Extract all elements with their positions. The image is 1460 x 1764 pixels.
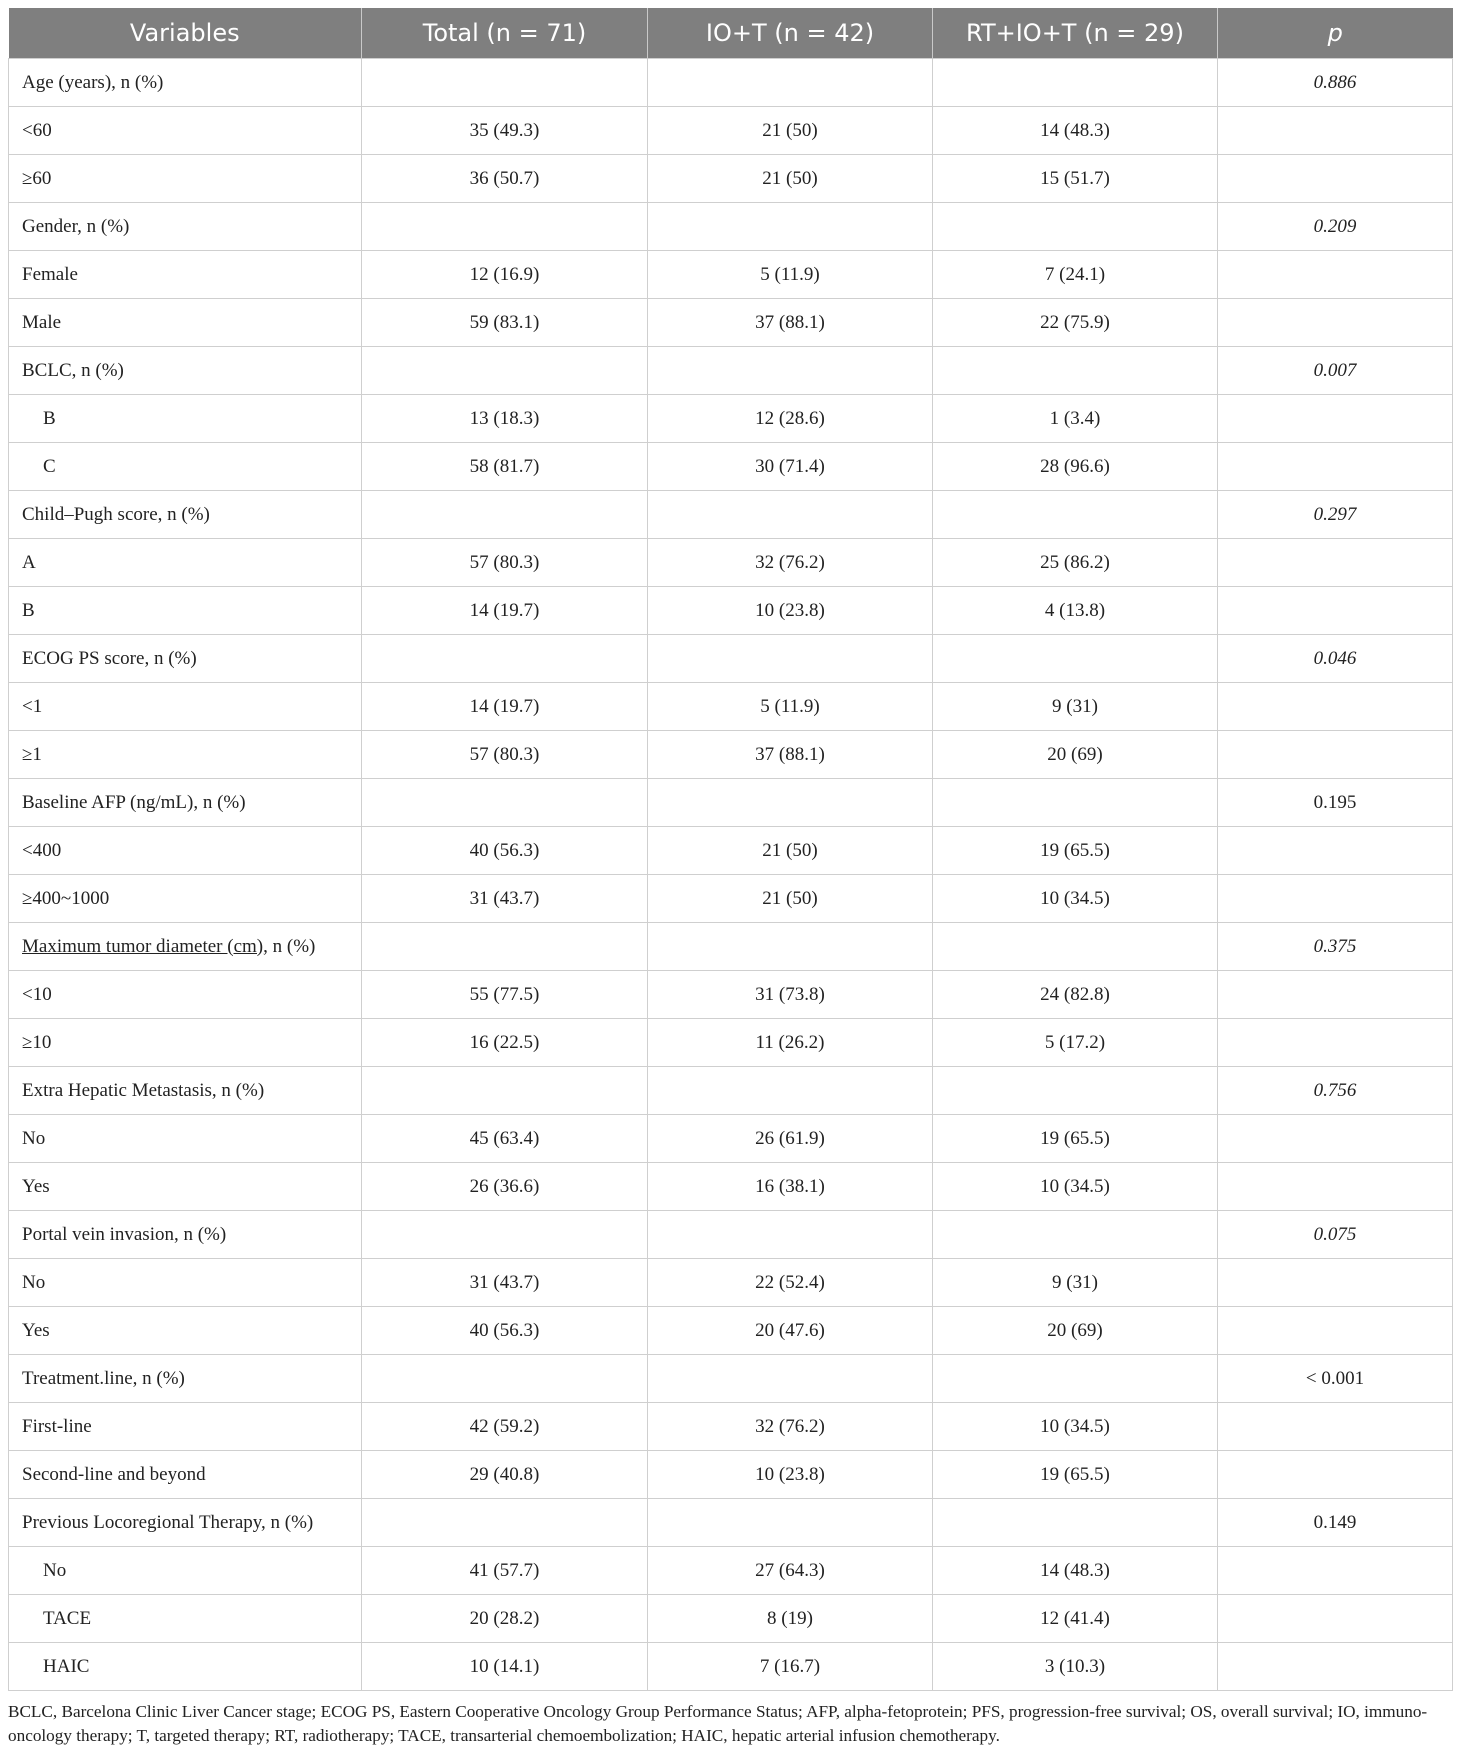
cell-p-value	[1218, 539, 1453, 587]
cell-io-t	[648, 347, 933, 395]
cell-rt-io-t: 22 (75.9)	[933, 299, 1218, 347]
cell-variable: <400	[9, 827, 362, 875]
cell-p-value	[1218, 587, 1453, 635]
cell-variable: Female	[9, 251, 362, 299]
table-row	[9, 491, 1453, 539]
cell-io-t: 31 (73.8)	[648, 971, 933, 1019]
cell-variable-underlined: Maximum tumor diameter (cm)	[22, 935, 264, 957]
cell-io-t	[648, 779, 933, 827]
cell-p-value	[1218, 1547, 1453, 1595]
cell-p-value	[1218, 1019, 1453, 1067]
cell-variable: Portal vein invasion, n (%)	[9, 1211, 362, 1259]
cell-variable: First-line	[9, 1403, 362, 1451]
cell-rt-io-t: 28 (96.6)	[933, 443, 1218, 491]
cell-io-t: 21 (50)	[648, 155, 933, 203]
cell-p-value: 0.297	[1218, 491, 1453, 539]
cell-p-value: 0.756	[1218, 1067, 1453, 1115]
table-row	[9, 635, 1453, 683]
table-row	[9, 1547, 1453, 1595]
cell-total	[362, 203, 648, 251]
cell-io-t: 21 (50)	[648, 875, 933, 923]
cell-io-t	[648, 1067, 933, 1115]
table-row	[9, 1019, 1453, 1067]
cell-io-t: 7 (16.7)	[648, 1643, 933, 1691]
cell-io-t: 37 (88.1)	[648, 731, 933, 779]
cell-p-value	[1218, 875, 1453, 923]
header-variables: Variables	[9, 8, 362, 59]
cell-io-t	[648, 203, 933, 251]
cell-p-value	[1218, 107, 1453, 155]
cell-rt-io-t: 20 (69)	[933, 731, 1218, 779]
cell-total	[362, 923, 648, 971]
cell-variable: Yes	[9, 1163, 362, 1211]
table-footnote: BCLC, Barcelona Clinic Liver Cancer stage; ECOG PS, Eastern Cooperative Oncology Group Performance Status; AFP, alpha-fetoprotein; PFS, progression-free survival; OS, overall survival; IO, immuno-oncology therapy; T, targeted therapy; RT, radiotherapy; TACE, transarterial chemoembolization; HAIC, hepatic arterial infusion chemotherapy.	[8, 1702, 1428, 1745]
cell-total	[362, 59, 648, 107]
cell-io-t: 20 (47.6)	[648, 1307, 933, 1355]
cell-variable: Age (years), n (%)	[9, 59, 362, 107]
cell-variable: A	[9, 539, 362, 587]
cell-io-t: 10 (23.8)	[648, 1451, 933, 1499]
cell-rt-io-t	[933, 347, 1218, 395]
cell-io-t: 11 (26.2)	[648, 1019, 933, 1067]
cell-variable: Yes	[9, 1307, 362, 1355]
baseline-characteristics-table-wrapper	[8, 8, 1452, 1691]
table-row	[9, 827, 1453, 875]
cell-variable: Baseline AFP (ng/mL), n (%)	[9, 779, 362, 827]
table-row	[9, 539, 1453, 587]
cell-p-value	[1218, 971, 1453, 1019]
cell-rt-io-t	[933, 779, 1218, 827]
table-row	[9, 1499, 1453, 1547]
table-row	[9, 1355, 1453, 1403]
cell-total: 57 (80.3)	[362, 539, 648, 587]
cell-total: 41 (57.7)	[362, 1547, 648, 1595]
cell-io-t: 32 (76.2)	[648, 1403, 933, 1451]
cell-total	[362, 347, 648, 395]
cell-io-t	[648, 1499, 933, 1547]
cell-rt-io-t	[933, 635, 1218, 683]
table-row	[9, 923, 1453, 971]
cell-variable	[9, 923, 362, 971]
cell-io-t: 22 (52.4)	[648, 1259, 933, 1307]
table-body	[9, 59, 1453, 1691]
cell-total: 35 (49.3)	[362, 107, 648, 155]
cell-rt-io-t: 3 (10.3)	[933, 1643, 1218, 1691]
cell-io-t: 26 (61.9)	[648, 1115, 933, 1163]
cell-total: 58 (81.7)	[362, 443, 648, 491]
cell-p-value	[1218, 1259, 1453, 1307]
header-rt-io-t: RT+IO+T (n = 29)	[933, 8, 1218, 59]
cell-total	[362, 1499, 648, 1547]
cell-p-value	[1218, 1307, 1453, 1355]
header-p-value: p	[1218, 8, 1453, 59]
table-row	[9, 683, 1453, 731]
cell-io-t: 5 (11.9)	[648, 251, 933, 299]
cell-io-t: 27 (64.3)	[648, 1547, 933, 1595]
cell-total: 20 (28.2)	[362, 1595, 648, 1643]
cell-rt-io-t: 10 (34.5)	[933, 1403, 1218, 1451]
cell-rt-io-t: 15 (51.7)	[933, 155, 1218, 203]
cell-variable: BCLC, n (%)	[9, 347, 362, 395]
cell-p-value	[1218, 1115, 1453, 1163]
cell-rt-io-t: 12 (41.4)	[933, 1595, 1218, 1643]
cell-total: 40 (56.3)	[362, 827, 648, 875]
cell-rt-io-t	[933, 1355, 1218, 1403]
cell-variable: Extra Hepatic Metastasis, n (%)	[9, 1067, 362, 1115]
cell-p-value	[1218, 251, 1453, 299]
cell-io-t: 30 (71.4)	[648, 443, 933, 491]
cell-p-value	[1218, 1403, 1453, 1451]
cell-variable: C	[9, 443, 362, 491]
cell-total: 42 (59.2)	[362, 1403, 648, 1451]
table-row	[9, 443, 1453, 491]
table-row	[9, 1403, 1453, 1451]
cell-variable: Second-line and beyond	[9, 1451, 362, 1499]
table-row	[9, 1451, 1453, 1499]
cell-rt-io-t: 14 (48.3)	[933, 107, 1218, 155]
cell-io-t	[648, 635, 933, 683]
cell-p-value: 0.209	[1218, 203, 1453, 251]
cell-variable: B	[9, 395, 362, 443]
cell-total	[362, 779, 648, 827]
table-row	[9, 1307, 1453, 1355]
cell-rt-io-t	[933, 59, 1218, 107]
cell-rt-io-t	[933, 1499, 1218, 1547]
cell-total: 14 (19.7)	[362, 587, 648, 635]
cell-variable: No	[9, 1115, 362, 1163]
cell-rt-io-t	[933, 1211, 1218, 1259]
cell-rt-io-t: 19 (65.5)	[933, 1115, 1218, 1163]
table-row	[9, 251, 1453, 299]
cell-p-value: 0.075	[1218, 1211, 1453, 1259]
cell-total: 13 (18.3)	[362, 395, 648, 443]
cell-total: 36 (50.7)	[362, 155, 648, 203]
cell-p-value: 0.046	[1218, 635, 1453, 683]
cell-rt-io-t: 10 (34.5)	[933, 875, 1218, 923]
cell-rt-io-t	[933, 491, 1218, 539]
cell-rt-io-t: 20 (69)	[933, 1307, 1218, 1355]
cell-total	[362, 1355, 648, 1403]
cell-variable: Child–Pugh score, n (%)	[9, 491, 362, 539]
table-row	[9, 875, 1453, 923]
cell-p-value	[1218, 395, 1453, 443]
cell-total: 12 (16.9)	[362, 251, 648, 299]
cell-p-value	[1218, 827, 1453, 875]
cell-rt-io-t: 10 (34.5)	[933, 1163, 1218, 1211]
cell-variable: ≥400~1000	[9, 875, 362, 923]
table-row	[9, 347, 1453, 395]
cell-rt-io-t	[933, 203, 1218, 251]
table-row	[9, 203, 1453, 251]
cell-rt-io-t: 5 (17.2)	[933, 1019, 1218, 1067]
cell-total: 14 (19.7)	[362, 683, 648, 731]
cell-p-value	[1218, 443, 1453, 491]
cell-variable: Male	[9, 299, 362, 347]
cell-variable: No	[9, 1259, 362, 1307]
cell-total: 45 (63.4)	[362, 1115, 648, 1163]
cell-rt-io-t: 14 (48.3)	[933, 1547, 1218, 1595]
cell-io-t	[648, 491, 933, 539]
table-row	[9, 1067, 1453, 1115]
cell-total: 57 (80.3)	[362, 731, 648, 779]
cell-total	[362, 491, 648, 539]
cell-variable: ≥10	[9, 1019, 362, 1067]
cell-variable: HAIC	[9, 1643, 362, 1691]
cell-total	[362, 635, 648, 683]
cell-p-value	[1218, 299, 1453, 347]
table-row	[9, 731, 1453, 779]
cell-total: 31 (43.7)	[362, 875, 648, 923]
cell-total: 40 (56.3)	[362, 1307, 648, 1355]
cell-p-value	[1218, 731, 1453, 779]
cell-total: 31 (43.7)	[362, 1259, 648, 1307]
cell-total: 29 (40.8)	[362, 1451, 648, 1499]
cell-rt-io-t: 25 (86.2)	[933, 539, 1218, 587]
cell-variable-suffix: , n (%)	[263, 935, 316, 957]
cell-total	[362, 1211, 648, 1259]
cell-variable: <10	[9, 971, 362, 1019]
cell-rt-io-t: 7 (24.1)	[933, 251, 1218, 299]
cell-p-value	[1218, 1643, 1453, 1691]
table-row	[9, 107, 1453, 155]
cell-io-t: 37 (88.1)	[648, 299, 933, 347]
cell-total: 10 (14.1)	[362, 1643, 648, 1691]
cell-io-t	[648, 1211, 933, 1259]
cell-total: 55 (77.5)	[362, 971, 648, 1019]
table-row	[9, 971, 1453, 1019]
cell-io-t	[648, 923, 933, 971]
cell-variable: Gender, n (%)	[9, 203, 362, 251]
cell-io-t: 21 (50)	[648, 107, 933, 155]
header-io-t: IO+T (n = 42)	[648, 8, 933, 59]
cell-io-t: 5 (11.9)	[648, 683, 933, 731]
table-row	[9, 395, 1453, 443]
cell-io-t	[648, 1355, 933, 1403]
cell-io-t: 10 (23.8)	[648, 587, 933, 635]
cell-io-t: 12 (28.6)	[648, 395, 933, 443]
cell-variable: <60	[9, 107, 362, 155]
cell-io-t: 8 (19)	[648, 1595, 933, 1643]
table-row	[9, 1163, 1453, 1211]
cell-io-t: 32 (76.2)	[648, 539, 933, 587]
cell-p-value	[1218, 683, 1453, 731]
table-row	[9, 299, 1453, 347]
cell-variable: TACE	[9, 1595, 362, 1643]
cell-total: 16 (22.5)	[362, 1019, 648, 1067]
cell-total: 59 (83.1)	[362, 299, 648, 347]
baseline-characteristics-table	[8, 8, 1453, 1691]
cell-io-t: 16 (38.1)	[648, 1163, 933, 1211]
cell-variable: ≥1	[9, 731, 362, 779]
cell-p-value: 0.195	[1218, 779, 1453, 827]
cell-io-t: 21 (50)	[648, 827, 933, 875]
cell-p-value	[1218, 1451, 1453, 1499]
header-row	[9, 8, 1453, 59]
cell-p-value	[1218, 1163, 1453, 1211]
table-row	[9, 587, 1453, 635]
cell-rt-io-t: 4 (13.8)	[933, 587, 1218, 635]
cell-rt-io-t: 9 (31)	[933, 683, 1218, 731]
cell-io-t	[648, 59, 933, 107]
cell-p-value: 0.886	[1218, 59, 1453, 107]
cell-variable: No	[9, 1547, 362, 1595]
cell-variable: ≥60	[9, 155, 362, 203]
cell-total	[362, 1067, 648, 1115]
cell-p-value	[1218, 155, 1453, 203]
cell-p-value: 0.149	[1218, 1499, 1453, 1547]
cell-p-value: 0.375	[1218, 923, 1453, 971]
cell-total: 26 (36.6)	[362, 1163, 648, 1211]
cell-variable: Treatment.line, n (%)	[9, 1355, 362, 1403]
table-row	[9, 1211, 1453, 1259]
cell-variable: ECOG PS score, n (%)	[9, 635, 362, 683]
table-row	[9, 779, 1453, 827]
cell-rt-io-t: 1 (3.4)	[933, 395, 1218, 443]
table-header	[9, 8, 1453, 59]
cell-rt-io-t	[933, 923, 1218, 971]
cell-p-value: < 0.001	[1218, 1355, 1453, 1403]
cell-variable: B	[9, 587, 362, 635]
cell-rt-io-t: 9 (31)	[933, 1259, 1218, 1307]
cell-rt-io-t	[933, 1067, 1218, 1115]
table-row	[9, 1259, 1453, 1307]
cell-variable: Previous Locoregional Therapy, n (%)	[9, 1499, 362, 1547]
cell-rt-io-t: 19 (65.5)	[933, 827, 1218, 875]
table-row	[9, 1643, 1453, 1691]
cell-p-value	[1218, 1595, 1453, 1643]
cell-rt-io-t: 24 (82.8)	[933, 971, 1218, 1019]
cell-rt-io-t: 19 (65.5)	[933, 1451, 1218, 1499]
table-row	[9, 59, 1453, 107]
cell-p-value: 0.007	[1218, 347, 1453, 395]
cell-variable: <1	[9, 683, 362, 731]
table-row	[9, 1115, 1453, 1163]
table-row	[9, 155, 1453, 203]
header-total: Total (n = 71)	[362, 8, 648, 59]
table-row	[9, 1595, 1453, 1643]
